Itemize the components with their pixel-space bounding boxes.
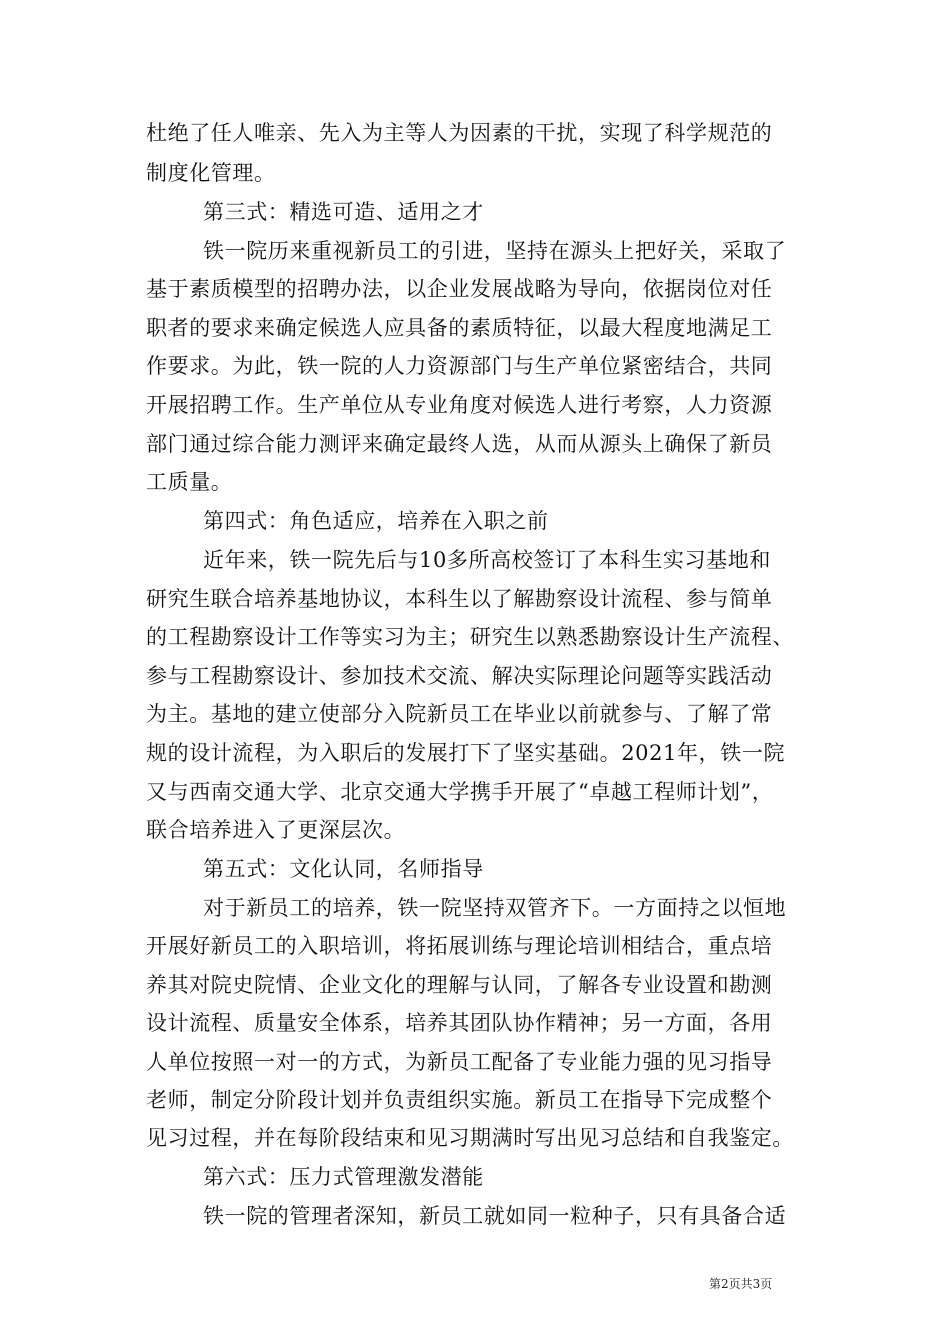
body-line: 见习过程，并在每阶段结束和见习期满时写出见习总结和自我鉴定。: [146, 1126, 794, 1150]
body-line: 铁一院历来重视新员工的引进，坚持在源头上把好关，采取了: [203, 239, 787, 263]
body-line: 制度化管理。: [146, 161, 276, 185]
page-number-footer: 第2页共3页: [709, 1277, 773, 1291]
body-line: 杜绝了任人唯亲、先入为主等人为因素的干扰，实现了科学规范的: [146, 121, 773, 145]
body-line: 联合培养进入了更深层次。: [146, 818, 406, 842]
body-line: 老师，制定分阶段计划并负责组织实施。新员工在指导下完成整个: [146, 1088, 773, 1112]
body-line: 参与工程勘察设计、参加技术交流、解决实际理论问题等实践活动: [146, 664, 773, 688]
body-line: 规的设计流程，为入职后的发展打下了坚实基础。2021年，铁一院: [146, 741, 786, 765]
body-line: 研究生联合培养基地协议，本科生以了解勘察设计流程、参与简单: [146, 587, 773, 611]
body-line: 近年来，铁一院先后与10多所高校签订了本科生实习基地和: [203, 548, 771, 572]
body-line: 部门通过综合能力测评来确定最终人选，从而从源头上确保了新员: [146, 432, 773, 456]
body-line: 对于新员工的培养，铁一院坚持双管齐下。一方面持之以恒地: [203, 896, 787, 920]
section-heading: 第五式：文化认同，名师指导: [203, 857, 484, 881]
body-line: 为主。基地的建立使部分入院新员工在毕业以前就参与、了解了常: [146, 702, 773, 726]
body-line: 人单位按照一对一的方式，为新员工配备了专业能力强的见习指导: [146, 1050, 773, 1074]
body-line: 职者的要求来确定候选人应具备的素质特征，以最大程度地满足工: [146, 316, 773, 340]
body-line: 又与西南交通大学、北京交通大学携手开展了“卓越工程师计划”，: [146, 780, 774, 804]
body-line: 基于素质模型的招聘办法，以企业发展战略为导向，依据岗位对任: [146, 277, 773, 301]
body-line: 工质量。: [146, 470, 233, 494]
body-line: 养其对院史院情、企业文化的理解与认同，了解各专业设置和勘测: [146, 973, 773, 997]
body-line: 设计流程、质量安全体系，培养其团队协作精神；另一方面，各用: [146, 1011, 773, 1035]
body-line: 的工程勘察设计工作等实习为主；研究生以熟悉勘察设计生产流程、: [146, 625, 794, 649]
body-line: 开展好新员工的入职培训，将拓展训练与理论培训相结合，重点培: [146, 934, 773, 958]
section-heading: 第三式：精选可造、适用之才: [203, 200, 484, 224]
section-heading: 第六式：压力式管理激发潜能: [203, 1165, 484, 1189]
body-line: 铁一院的管理者深知，新员工就如同一粒种子，只有具备合适: [203, 1204, 787, 1228]
body-line: 作要求。为此，铁一院的人力资源部门与生产单位紧密结合，共同: [146, 354, 773, 378]
body-line: 开展招聘工作。生产单位从专业角度对候选人进行考察，人力资源: [146, 393, 773, 417]
section-heading: 第四式：角色适应，培养在入职之前: [203, 509, 549, 533]
